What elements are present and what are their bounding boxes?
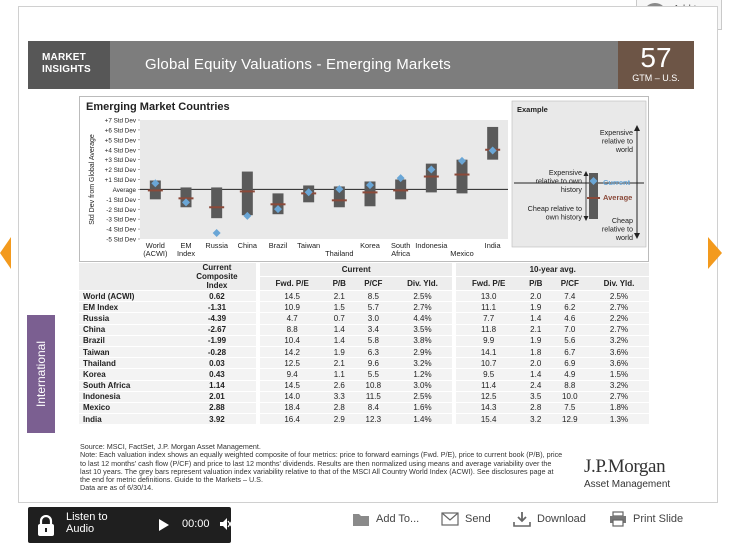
index-cell: 0.03 (178, 358, 256, 369)
plot-area (140, 120, 508, 239)
chart-panel (79, 96, 649, 262)
average-marker (455, 174, 470, 176)
avg-value-cell: 2.7% (589, 302, 649, 313)
y-tick-label: +6 Std Dev (104, 127, 136, 135)
valuation-table (79, 263, 649, 425)
current-value-cell: 6.3 (354, 346, 392, 357)
legend-average-marker (587, 197, 600, 199)
category-label: Africa (391, 249, 411, 258)
header-band (110, 41, 618, 89)
avg-value-cell: 6.2 (551, 302, 589, 313)
legend-expensive-history: Expensive (548, 168, 582, 177)
download-button[interactable] (513, 509, 586, 529)
avg-value-cell: 2.7% (589, 391, 649, 402)
index-cell: 3.92 (178, 414, 256, 425)
footnotes (80, 443, 580, 493)
col-country-header (79, 263, 178, 291)
table-row (79, 414, 649, 425)
current-value-cell: 3.4 (354, 324, 392, 335)
avg-value-cell: 3.6% (589, 358, 649, 369)
previous-slide-arrow-icon[interactable] (0, 237, 11, 269)
avg-value-cell: 13.0 (456, 291, 520, 302)
country-cell: India (79, 414, 178, 425)
avg-value-cell: 5.6 (551, 335, 589, 346)
audio-label-1: Listen to (66, 511, 108, 523)
current-value-cell: 8.8 (260, 324, 324, 335)
market-insights-label (28, 41, 110, 89)
y-tick-label: -1 Std Dev (106, 196, 136, 204)
slide-number: 57 (640, 42, 672, 73)
y-tick-label: -2 Std Dev (106, 206, 136, 214)
country-cell: Indonesia (79, 391, 178, 402)
country-cell: World (ACWI) (79, 291, 178, 302)
current-value-cell: 3.2% (392, 358, 452, 369)
current-value-cell: 14.5 (260, 380, 324, 391)
table-row (79, 302, 649, 313)
y-tick-label: -5 Std Dev (106, 236, 136, 244)
current-value-cell: 8.5 (354, 291, 392, 302)
group-current-header: Current (260, 263, 452, 277)
avg-value-cell: 2.5% (589, 291, 649, 302)
current-value-cell: 1.5 (324, 302, 354, 313)
legend-expensive-world: world (615, 145, 633, 154)
avg-value-cell: 4.9 (551, 369, 589, 380)
mute-icon[interactable] (220, 517, 232, 531)
category-label: Index (176, 249, 196, 258)
legend-cheap-world: world (615, 233, 633, 242)
table-row (79, 313, 649, 324)
current-value-cell: 2.6 (324, 380, 354, 391)
y-tick-label: +3 Std Dev (104, 157, 136, 165)
category-label: Mexico (450, 249, 474, 258)
current-value-cell: 9.4 (260, 369, 324, 380)
range-bar (211, 187, 222, 218)
avg-value-cell: 11.1 (456, 302, 520, 313)
table-row (79, 380, 649, 391)
footnote-line: Note: Each valuation index shows an equally weighted composite of four metrics: price to forward earnings (Fwd. P/E), price to current book (P/B), price (80, 450, 563, 460)
current-value-cell: 2.7% (392, 302, 452, 313)
current-value-cell: 2.5% (392, 291, 452, 302)
logo-name: J.P.Morgan (584, 456, 666, 477)
table-row (79, 346, 649, 357)
current-value-cell: 0.7 (324, 313, 354, 324)
index-cell: 1.14 (178, 380, 256, 391)
legend-expensive-history: relative to own (535, 176, 582, 186)
audio-player (28, 507, 231, 543)
avg-value-cell: 1.3% (589, 414, 649, 425)
country-cell: Taiwan (79, 346, 178, 357)
current-value-cell: 9.6 (354, 358, 392, 369)
current-value-cell: 12.3 (354, 414, 392, 425)
lock-icon (36, 515, 56, 537)
avg-value-cell: 10.7 (456, 358, 520, 369)
avg-value-cell: 3.2 (521, 414, 551, 425)
average-marker (240, 190, 255, 192)
current-value-cell: 14.5 (260, 291, 324, 302)
avg-value-cell: 15.4 (456, 414, 520, 425)
send-button[interactable] (441, 509, 491, 529)
average-marker (209, 206, 224, 208)
market-insights-line2: INSIGHTS (42, 64, 91, 75)
country-cell: Mexico (79, 402, 178, 413)
y-tick-label: +2 Std Dev (104, 167, 136, 175)
slide-number-box (618, 41, 694, 89)
table-row (79, 291, 649, 302)
country-cell: EM Index (79, 302, 178, 313)
download-icon (513, 511, 531, 527)
col-index-header (178, 263, 256, 291)
group-avg-header: 10-year avg. (456, 263, 649, 277)
current-value-cell: 5.7 (354, 302, 392, 313)
current-value-cell: 3.3 (324, 391, 354, 402)
legend-cheap-history: own history (545, 212, 582, 222)
current-value-cell: 3.0 (354, 313, 392, 324)
legend-current-label: Current (603, 178, 631, 187)
avg-subheader: Fwd. P/E (456, 277, 520, 291)
current-value-cell: 2.8 (324, 402, 354, 413)
current-value-cell: 3.0% (392, 380, 452, 391)
current-value-cell: 5.5 (354, 369, 392, 380)
avg-value-cell: 7.7 (456, 313, 520, 324)
add-to-button[interactable] (352, 509, 419, 529)
avg-value-cell: 7.4 (551, 291, 589, 302)
current-value-cell: 4.4% (392, 313, 452, 324)
avg-value-cell: 12.9 (551, 414, 589, 425)
footnote-line: last 10 years. The grey bars represent valuation index variability relative to that of the MSCI All Country World Index (ACWI). See disclosures page at (80, 466, 554, 476)
index-cell: 0.62 (178, 291, 256, 302)
table-row (79, 335, 649, 346)
y-tick-label: Average (112, 186, 136, 194)
avg-value-cell: 8.8 (551, 380, 589, 391)
category-label: Indonesia (415, 241, 448, 250)
current-value-cell: 12.5 (260, 358, 324, 369)
avg-value-cell: 2.8 (521, 402, 551, 413)
index-cell: 0.43 (178, 369, 256, 380)
legend-expensive-history: history (560, 185, 582, 194)
avg-value-cell: 6.9 (551, 358, 589, 369)
category-label: (ACWI) (143, 249, 168, 258)
range-bar (487, 127, 498, 160)
chart-title: Emerging Market Countries (86, 101, 230, 113)
avg-value-cell: 11.8 (456, 324, 520, 335)
index-cell: 2.01 (178, 391, 256, 402)
section-tab-label: International (34, 340, 48, 408)
current-value-cell: 14.0 (260, 391, 324, 402)
average-marker (148, 189, 163, 191)
current-value-cell: 1.4% (392, 414, 452, 425)
country-cell: South Africa (79, 380, 178, 391)
index-cell: -1.99 (178, 335, 256, 346)
download-label: Download (537, 513, 586, 525)
category-label: South (391, 241, 411, 250)
country-cell: Brazil (79, 335, 178, 346)
footnote-line: Data are as of 6/30/14. (80, 483, 154, 493)
send-label: Send (465, 513, 491, 525)
avg-subheader: P/CF (551, 277, 589, 291)
avg-value-cell: 3.5 (521, 391, 551, 402)
y-tick-label: -4 Std Dev (106, 226, 136, 234)
category-label: Taiwan (297, 241, 321, 250)
folder-icon (352, 511, 370, 527)
avg-value-cell: 1.8 (521, 346, 551, 357)
avg-value-cell: 4.6 (551, 313, 589, 324)
average-marker (332, 199, 347, 201)
current-value-cell: 10.4 (260, 335, 324, 346)
current-value-cell: 10.9 (260, 302, 324, 313)
current-value-cell: 16.4 (260, 414, 324, 425)
avg-value-cell: 2.0 (521, 358, 551, 369)
chart-svg (80, 97, 650, 263)
current-value-cell: 4.7 (260, 313, 324, 324)
average-marker (363, 191, 378, 193)
index-cell: -1.31 (178, 302, 256, 313)
table-row (79, 324, 649, 335)
footnote-line: the end for metric definitions. Guide to the Markets – U.S. (80, 475, 263, 485)
footnote-line: Source: MSCI, FactSet, J.P. Morgan Asset Management. (80, 442, 261, 451)
avg-value-cell: 1.4 (521, 313, 551, 324)
avg-value-cell: 2.0 (521, 291, 551, 302)
avg-value-cell: 9.5 (456, 369, 520, 380)
avg-value-cell: 2.7% (589, 324, 649, 335)
avg-value-cell: 12.5 (456, 391, 520, 402)
current-value-cell: 2.5% (392, 391, 452, 402)
index-cell: -2.67 (178, 324, 256, 335)
current-value-cell: 1.4 (324, 335, 354, 346)
avg-value-cell: 11.4 (456, 380, 520, 391)
index-cell: -4.39 (178, 313, 256, 324)
category-label: China (237, 241, 257, 250)
envelope-icon (441, 512, 459, 526)
category-label: Thailand (325, 249, 354, 258)
slide-subtitle: GTM – U.S. (632, 73, 680, 83)
current-value-cell: 2.1 (324, 358, 354, 369)
category-label: World (145, 241, 165, 250)
avg-value-cell: 9.9 (456, 335, 520, 346)
avg-value-cell: 1.4 (521, 369, 551, 380)
avg-value-cell: 1.5% (589, 369, 649, 380)
slide-title: Global Equity Valuations - Emerging Markets (145, 56, 451, 73)
print-slide-label: Print Slide (633, 513, 684, 525)
avg-value-cell: 7.5 (551, 402, 589, 413)
y-tick-label: +7 Std Dev (104, 117, 136, 125)
current-value-cell: 2.9 (324, 414, 354, 425)
current-value-cell: 1.1 (324, 369, 354, 380)
current-value-cell: 14.2 (260, 346, 324, 357)
audio-time: 00:00 (182, 518, 210, 530)
index-cell: -0.28 (178, 346, 256, 357)
legend-average-label: Average (603, 193, 633, 202)
current-value-cell: 2.9% (392, 346, 452, 357)
range-bar (242, 172, 253, 216)
printer-icon (609, 511, 627, 527)
avg-value-cell: 7.0 (551, 324, 589, 335)
jpmorgan-logo (584, 456, 670, 490)
country-cell: Thailand (79, 358, 178, 369)
avg-value-cell: 3.2% (589, 380, 649, 391)
table-row (79, 391, 649, 402)
current-value-cell: 10.8 (354, 380, 392, 391)
col-index-line1: Current (202, 263, 232, 272)
avg-value-cell: 6.7 (551, 346, 589, 357)
legend-cheap-world: Cheap (611, 216, 633, 225)
market-insights-line1: MARKET (42, 52, 86, 63)
current-value-cell: 3.8% (392, 335, 452, 346)
current-subheader: P/B (324, 277, 354, 291)
avg-value-cell: 2.1 (521, 324, 551, 335)
category-label: EM (180, 241, 192, 250)
avg-value-cell: 2.4 (521, 380, 551, 391)
current-subheader: Fwd. P/E (260, 277, 324, 291)
avg-value-cell: 14.3 (456, 402, 520, 413)
current-subheader: P/CF (354, 277, 392, 291)
table-row (79, 369, 649, 380)
current-value-cell: 1.9 (324, 346, 354, 357)
legend-cheap-history: Cheap relative to (527, 204, 582, 213)
avg-subheader: P/B (521, 277, 551, 291)
footnote-line: to last 12 months' cash flow (P/CF) and price to last 12 months' dividends. Results are then normalized using means and average variability over the (80, 458, 552, 468)
avg-value-cell: 3.6% (589, 346, 649, 357)
category-label: Korea (360, 241, 380, 250)
legend-cheap-world: relative to (601, 224, 633, 234)
country-cell: Russia (79, 313, 178, 324)
audio-label-2: Audio (66, 523, 95, 535)
next-slide-arrow-icon[interactable] (708, 237, 722, 269)
category-label: Russia (205, 241, 228, 250)
legend-title: Example (517, 105, 548, 114)
avg-value-cell: 2.2% (589, 313, 649, 324)
current-value-cell: 11.5 (354, 391, 392, 402)
add-to-label: Add To... (376, 513, 420, 525)
table-row (79, 358, 649, 369)
avg-value-cell: 1.8% (589, 402, 649, 413)
average-marker (424, 176, 439, 178)
legend-expensive-world: relative to (601, 136, 633, 146)
category-label: India (484, 241, 501, 250)
avg-value-cell: 14.1 (456, 346, 520, 357)
current-value-cell: 18.4 (260, 402, 324, 413)
y-axis-label: Std Dev from Global Average (89, 134, 96, 225)
col-index-line3: Index (206, 281, 228, 290)
current-value-cell: 1.4 (324, 324, 354, 335)
current-value-cell: 1.2% (392, 369, 452, 380)
y-tick-label: +4 Std Dev (104, 147, 136, 155)
y-tick-label: -3 Std Dev (106, 216, 136, 224)
country-cell: Korea (79, 369, 178, 380)
print-slide-button[interactable] (609, 509, 683, 529)
avg-subheader: Div. Yld. (589, 277, 649, 291)
col-index-line2: Composite (196, 272, 238, 281)
y-tick-label: +1 Std Dev (104, 177, 136, 184)
current-value-cell: 3.5% (392, 324, 452, 335)
index-cell: 2.88 (178, 402, 256, 413)
category-label: Brazil (268, 241, 288, 250)
current-value-cell: 2.1 (324, 291, 354, 302)
avg-value-cell: 1.9 (521, 302, 551, 313)
current-value-cell: 1.6% (392, 402, 452, 413)
legend-expensive-world: Expensive (599, 128, 633, 137)
avg-value-cell: 3.2% (589, 335, 649, 346)
y-tick-label: +5 Std Dev (104, 137, 136, 145)
play-icon[interactable] (158, 518, 170, 532)
country-cell: China (79, 324, 178, 335)
current-value-cell: 8.4 (354, 402, 392, 413)
current-value-cell: 5.8 (354, 335, 392, 346)
average-marker (271, 203, 286, 205)
table-row (79, 402, 649, 413)
avg-value-cell: 10.0 (551, 391, 589, 402)
logo-sub: Asset Management (584, 479, 671, 490)
avg-value-cell: 1.9 (521, 335, 551, 346)
section-tab (27, 315, 55, 433)
average-marker (393, 189, 408, 191)
current-subheader: Div. Yld. (392, 277, 452, 291)
